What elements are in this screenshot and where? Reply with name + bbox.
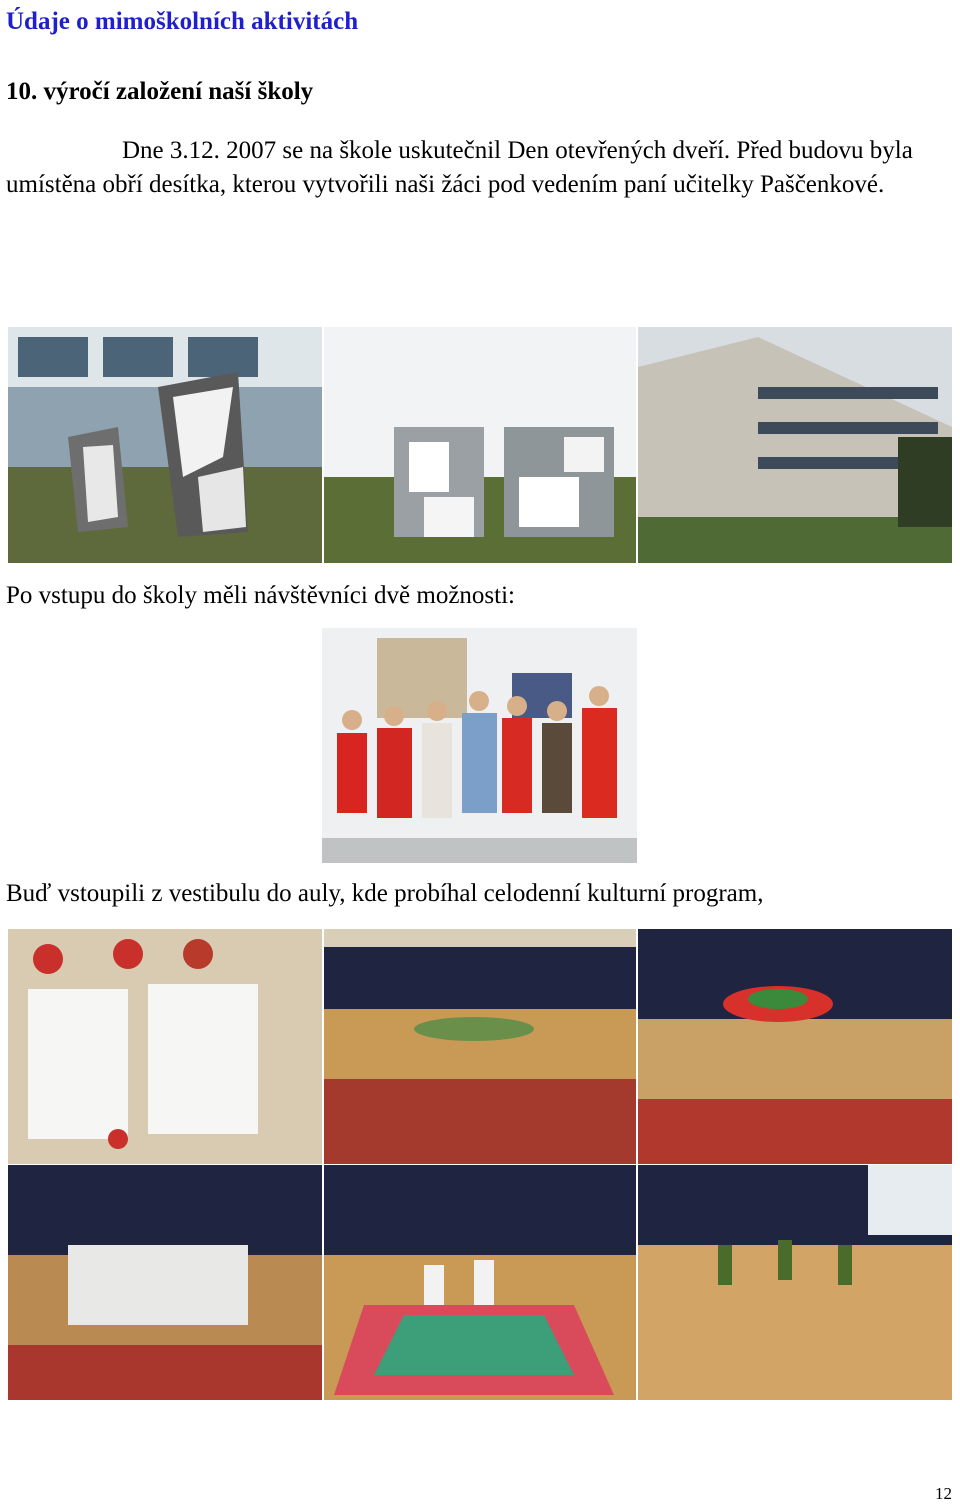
- page-number: 12: [935, 1484, 952, 1503]
- intro-text: Dne 3.12. 2007 se na škole uskutečnil Den otevřených dveří. Před budovu byla umístěna obří desítka, kterou vytvořili naši žáci pod vedením paní učitelky Paščenkové.: [6, 137, 913, 198]
- photo-hall-performance: [8, 1165, 322, 1400]
- photo-school-building: [638, 327, 952, 563]
- photo-hall-umbrella: [638, 929, 952, 1164]
- event-title: 10. výročí založení naší školy: [6, 78, 314, 105]
- photo-hall-karate: [324, 1165, 636, 1400]
- options-text: Po vstupu do školy měli návštěvníci dvě možnosti:: [6, 582, 515, 609]
- photo-hall-parachute: [324, 929, 636, 1164]
- intro-paragraph: [6, 134, 954, 202]
- section-title: Údaje o mimoškolních aktivitách: [6, 8, 359, 35]
- photo-program-board: [8, 929, 322, 1164]
- photo-hall-dance: [638, 1165, 952, 1400]
- photo-sculpture-one: [8, 327, 322, 563]
- photo-sculpture-two: [324, 327, 636, 563]
- photo-student-group: [322, 628, 637, 863]
- auditorium-text: Buď vstoupili z vestibulu do auly, kde probíhal celodenní kulturní program,: [6, 880, 764, 907]
